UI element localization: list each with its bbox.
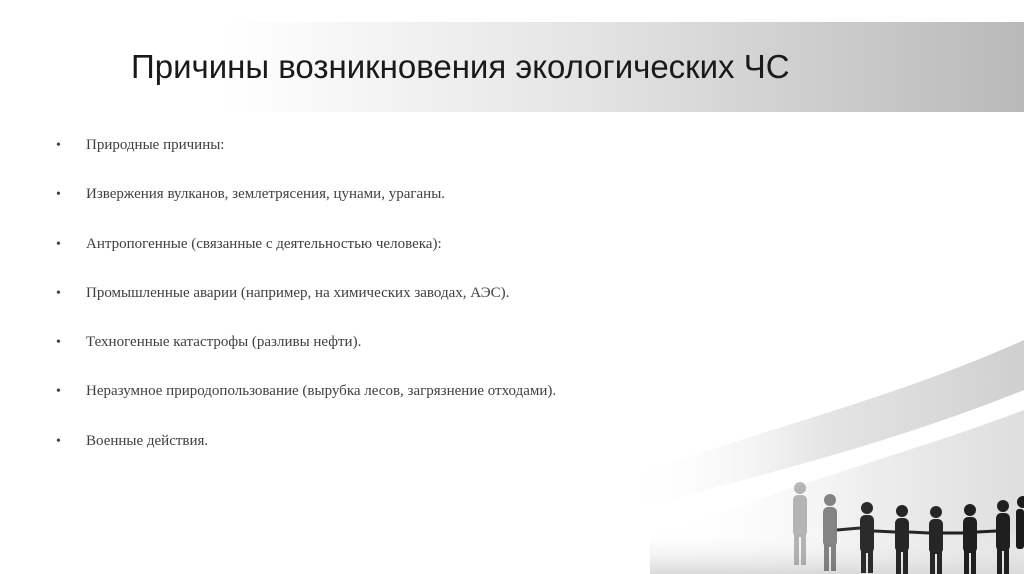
- bullet-dot-icon: •: [56, 236, 61, 252]
- bullet-text: Военные действия.: [86, 432, 209, 449]
- bullet-dot-icon: •: [56, 384, 61, 400]
- bullet-text: Промышленные аварии (например, на химических заводах, АЭС).: [86, 284, 510, 301]
- bullet-dot-icon: •: [56, 285, 61, 301]
- slide-title: Причины возникновения экологических ЧС: [131, 48, 790, 85]
- bullet-text: Антропогенные (связанные с деятельностью человека):: [86, 235, 442, 252]
- bullet-text: Извержения вулканов, землетрясения, цунами, ураганы.: [86, 186, 446, 203]
- bullet-dot-icon: •: [56, 138, 61, 153]
- bullet-text: Природные причины:: [86, 137, 225, 153]
- bullet-text: Техногенные катастрофы (разливы нефти).: [86, 334, 362, 351]
- people-silhouettes-image: [560, 330, 1024, 574]
- bullet-dot-icon: •: [56, 187, 61, 203]
- bullet-dot-icon: •: [56, 335, 61, 351]
- bullet-text: Неразумное природопользование (вырубка лесов, загрязнение отходами).: [86, 383, 557, 400]
- bullet-dot-icon: •: [56, 433, 61, 449]
